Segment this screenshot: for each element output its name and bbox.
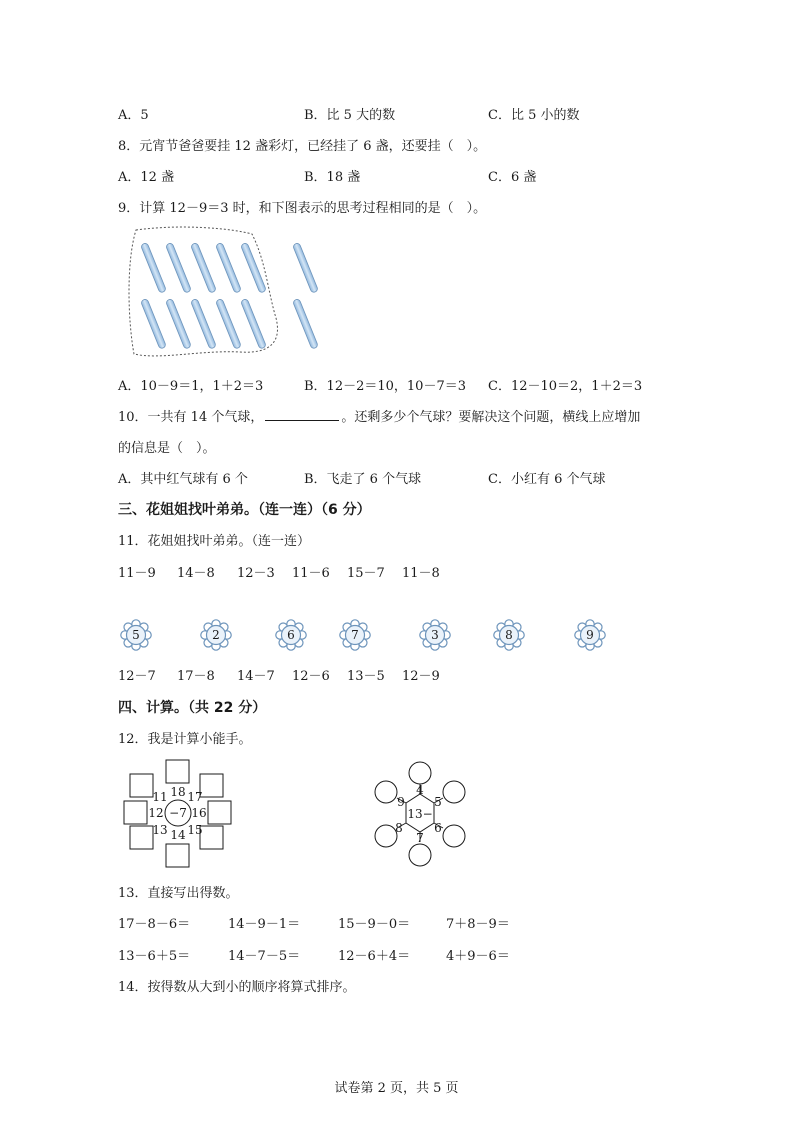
stick-row-top <box>140 242 266 293</box>
q11-text: 11．花姐姐找叶弟弟。（连一连） <box>118 534 311 549</box>
bottom-expression: 12－6 <box>292 669 330 684</box>
top-expression: 11－6 <box>292 566 330 581</box>
answer-box <box>200 826 223 849</box>
wheel-number: 11 <box>152 790 168 804</box>
answer-box <box>166 760 189 783</box>
calc-expression: 12－6＋4＝ <box>338 949 411 964</box>
answer-circle <box>409 844 431 866</box>
top-expression: 14－8 <box>177 566 215 581</box>
wheel-number: 12 <box>148 806 164 820</box>
answer-circle <box>443 781 465 803</box>
top-expression: 11－8 <box>402 566 440 581</box>
wheel-number: 18 <box>170 785 186 799</box>
q10-option-a: A．其中红气球有 6 个 <box>118 472 248 487</box>
flower <box>417 617 453 653</box>
bottom-expression: 12－9 <box>402 669 440 684</box>
section4-title: 四、计算。（共 22 分） <box>118 700 267 716</box>
hexagon-number: 7 <box>416 831 424 845</box>
hexagon-number: 9 <box>397 795 405 809</box>
answer-box <box>130 774 153 797</box>
wheel-number: 13 <box>152 823 168 837</box>
bottom-expression: 17－8 <box>177 669 215 684</box>
q9-option-b: B．12－2＝10，10－7＝3 <box>304 379 466 394</box>
loose-sticks <box>292 242 318 349</box>
wheel-number: 16 <box>191 806 207 820</box>
answer-box <box>166 844 189 867</box>
hexagon-number: 4 <box>416 783 424 797</box>
top-expression-row <box>118 562 458 580</box>
flower <box>198 617 234 653</box>
page-footer: 试卷第 2 页，共 5 页 <box>334 1081 459 1096</box>
answer-box <box>124 801 147 824</box>
q9-option-c: C．12－10＝2，1＋2＝3 <box>488 379 643 394</box>
q10-text-before: 10．一共有 14 个气球， <box>118 410 264 425</box>
hexagon-number: 8 <box>395 821 403 835</box>
hexagon-number: 6 <box>434 821 442 835</box>
q10-text <box>118 406 640 425</box>
q8-option-c: C．6 盏 <box>488 170 537 185</box>
q8-text: 8．元宵节爸爸要挂 12 盏彩灯，已经挂了 6 盏，还要挂（ ）。 <box>118 139 487 154</box>
flower-number: 5 <box>132 628 140 642</box>
top-expression: 11－9 <box>118 566 156 581</box>
q10-text-after: 。还剩多少个气球？要解决这个问题，横线上应增加 <box>341 410 641 425</box>
q10-option-b: B．飞走了 6 个气球 <box>304 472 422 487</box>
q8-option-a: A．12 盏 <box>118 170 175 185</box>
hexagon-center-operation: 13− <box>407 807 433 821</box>
subtraction-wheel <box>120 758 240 870</box>
answer-circle <box>375 825 397 847</box>
q7-option-b: B．比 5 大的数 <box>304 108 396 123</box>
flower <box>491 617 527 653</box>
flower-number: 3 <box>431 628 439 642</box>
flower-number: 2 <box>212 628 220 642</box>
stick-row-bottom <box>140 298 266 349</box>
wheel-number: 14 <box>170 828 186 842</box>
calc-expression: 13－6＋5＝ <box>118 949 191 964</box>
q13-row1 <box>118 913 538 931</box>
calc-expression: 14－7－5＝ <box>228 949 301 964</box>
bottom-expression: 13－5 <box>347 669 385 684</box>
calc-expression: 14－9－1＝ <box>228 917 301 932</box>
answer-circle <box>443 825 465 847</box>
flower-number: 8 <box>505 628 513 642</box>
q12-text: 12．我是计算小能手。 <box>118 732 252 747</box>
answer-circle <box>409 762 431 784</box>
q7-option-a: A．5 <box>118 108 149 123</box>
hexagon-subtraction <box>368 760 472 870</box>
q10-text-line2: 的信息是（ ）。 <box>118 441 216 456</box>
answer-box <box>200 774 223 797</box>
flower-number: 6 <box>287 628 295 642</box>
flower <box>572 617 608 653</box>
calc-expression: 17－8－6＝ <box>118 917 191 932</box>
answer-circle <box>375 781 397 803</box>
calc-expression: 15－9－0＝ <box>338 917 411 932</box>
answer-box <box>208 801 231 824</box>
top-expression: 15－7 <box>347 566 385 581</box>
q10-blank-line <box>265 408 339 421</box>
answer-box <box>130 826 153 849</box>
q14-text: 14．按得数从大到小的顺序将算式排序。 <box>118 980 356 995</box>
flower <box>118 617 154 653</box>
stick-bundles <box>140 242 318 349</box>
q7-option-c: C．比 5 小的数 <box>488 108 580 123</box>
q9-option-a: A．10－9＝1，1＋2＝3 <box>118 379 264 394</box>
sticks-figure <box>120 222 340 362</box>
hexagon-number: 5 <box>434 795 442 809</box>
bottom-expression: 12－7 <box>118 669 156 684</box>
section3-title: 三、花姐姐找叶弟弟。（连一连）（6 分） <box>118 502 371 518</box>
calc-expression: 7＋8－9＝ <box>446 917 510 932</box>
bottom-expression-row <box>118 665 458 683</box>
q8-option-b: B．18 盏 <box>304 170 361 185</box>
flower <box>337 617 373 653</box>
q13-row2 <box>118 945 538 963</box>
q9-text: 9．计算 12－9＝3 时，和下图表示的思考过程相同的是（ ）。 <box>118 201 487 216</box>
wheel-number: 15 <box>187 823 203 837</box>
flower <box>273 617 309 653</box>
q10-option-c: C．小红有 6 个气球 <box>488 472 606 487</box>
bottom-expression: 14－7 <box>237 669 275 684</box>
flower-number: 7 <box>351 628 359 642</box>
wheel-center-operation: −7 <box>169 806 187 820</box>
q13-text: 13．直接写出得数。 <box>118 886 239 901</box>
top-expression: 12－3 <box>237 566 275 581</box>
flower-number: 9 <box>586 628 594 642</box>
calc-expression: 4＋9－6＝ <box>446 949 510 964</box>
wheel-number: 17 <box>187 790 203 804</box>
